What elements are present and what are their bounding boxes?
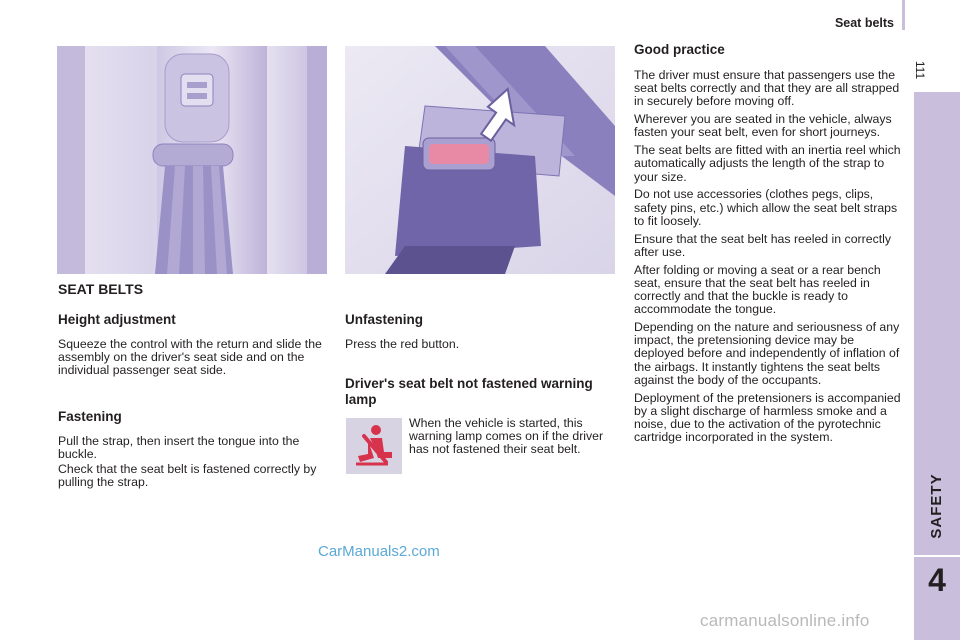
- height-adjustment-illustration: [57, 46, 327, 274]
- good-practice-paragraph: The seat belts are fitted with an inertia reel which automatically adjusts the length of the strap to your size.: [634, 143, 901, 184]
- unfastening-text: Press the red button.: [345, 337, 460, 351]
- fastening-text-2: Check that the seat belt is fastened correctly by pulling the strap.: [58, 462, 317, 490]
- fastening-heading: Fastening: [58, 409, 122, 424]
- good-practice-paragraph: Do not use accessories (clothes pegs, clips, safety pins, etc.) which allow the seat belt straps to fit loosely.: [634, 187, 898, 228]
- unfastening-heading: Unfastening: [345, 312, 424, 327]
- fastening-text-1: Pull the strap, then insert the tongue into the buckle.: [58, 434, 300, 462]
- chapter-number: 4: [928, 562, 946, 598]
- good-practice-paragraph: Depending on the nature and seriousness of any impact, the pretensioning device may be deployed before and independently of inflation of the airbags. It instantly tightens the seat belts against the body of the occupants.: [634, 320, 900, 387]
- chapter-tab-divider: [914, 555, 960, 557]
- warning-lamp-heading: Driver's seat belt not fastened warning lamp: [345, 376, 593, 407]
- main-title: SEAT BELTS: [58, 281, 144, 297]
- warning-lamp-text: When the vehicle is started, this warning lamp comes on if the driver has not fastened their seat belt.: [409, 416, 604, 457]
- height-adjustment-heading: Height adjustment: [58, 312, 176, 327]
- page-number: 111: [913, 60, 927, 80]
- footer-watermark: carmanualsonline.info: [700, 611, 870, 630]
- seat-belt-warning-icon: [346, 418, 402, 474]
- section-title: Seat belts: [834, 16, 894, 30]
- good-practice-heading: Good practice: [634, 42, 725, 57]
- chapter-label: SAFETY: [928, 473, 945, 539]
- good-practice-paragraph: The driver must ensure that passengers use the seat belts correctly and that they are all strapped in securely before moving off.: [634, 68, 900, 109]
- good-practice-paragraph: Deployment of the pretensioners is accompanied by a slight discharge of harmless smoke and a noise, due to the activation of the pyrotechnic cartridge incorporated in the system.: [634, 390, 901, 445]
- site-watermark: CarManuals2.com: [318, 543, 440, 560]
- good-practice-paragraph: Wherever you are seated in the vehicle, always fasten your seat belt, even for short journeys.: [634, 112, 892, 140]
- good-practice-paragraph: Ensure that the seat belt has reeled in correctly after use.: [634, 231, 892, 259]
- header-divider: [902, 0, 905, 30]
- good-practice-section: [634, 42, 906, 449]
- good-practice-paragraph: After folding or moving a seat or a rear bench seat, ensure that the seat belt has reeled in correctly and that the buckle is ready to accommodate the tongue.: [634, 262, 881, 317]
- buckle-illustration: [345, 46, 615, 274]
- height-adjustment-text: Squeeze the control with the return and slide the assembly on the driver's seat side and on the individual passenger seat side.: [58, 337, 322, 378]
